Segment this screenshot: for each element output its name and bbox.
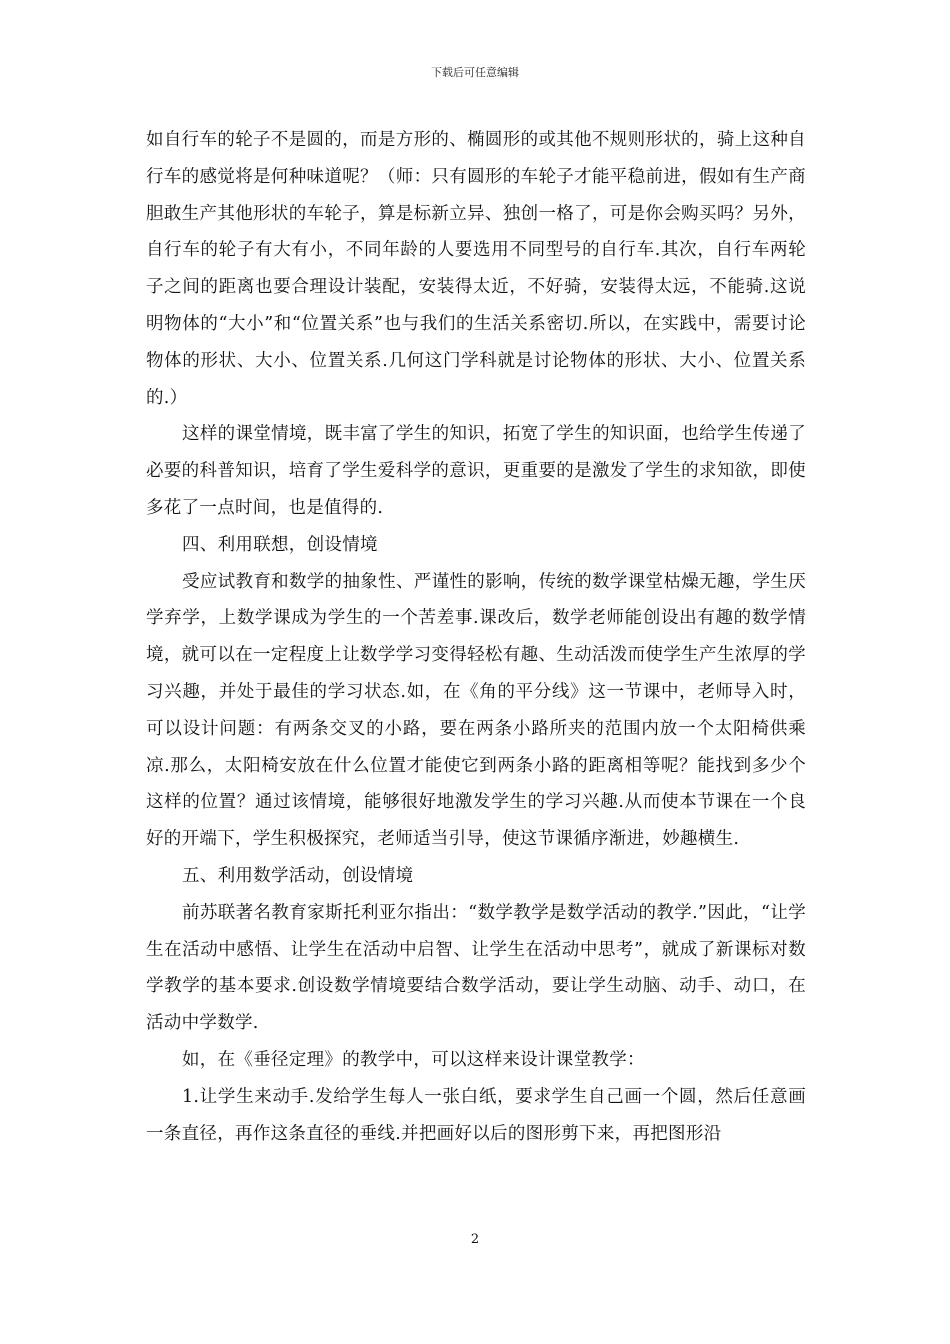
document-body [146, 122, 806, 1152]
paragraph-perpendicular-diameter-intro: 如，在《垂径定理》的教学中，可以这样来设计课堂教学： [182, 1049, 645, 1070]
section-heading-math-activity: 五、利用数学活动，创设情境 [182, 865, 414, 886]
paragraph-angle-bisector: 受应试教育和数学的抽象性、严谨性的影响，传统的数学课堂枯燥无趣，学生厌学弃学，上数学课成为学生的一个苦差事.课改后，数学老师能创设出有趣的数学情境，就可以在一定程度上让数学学习变得轻松有趣、生动活泼而使学生产生浓厚的学习兴趣，并处于最佳的学习状态.如，在《角的平分线》这一节课中，老师导入时，可以设计问题：有两条交叉的小路，要在两条小路所夹的范围内放一个太阳椅供乘凉.那么，太阳椅安放在什么位置才能使它到两条小路的距离相等呢？能找到多少个这样的位置？通过该情境，能够很好地激发学生的学习兴趣.从而使本节课在一个良好的开端下，学生积极探究，老师适当引导，使这节课循序渐进，妙趣横生. [146, 571, 806, 850]
paragraph-stolyar-quote: 前苏联著名教育家斯托利亚尔指出：“数学教学是数学活动的教学.”因此，“让学生在活动中感悟、让学生在活动中启智、让学生在活动中思考”，就成了新课标对数学教学的基本要求.创设数学情境要结合数学活动，要让学生动脑、动手、动口，在活动中学数学. [146, 902, 806, 1034]
paragraph-hands-on-step-1: 1.让学生来动手.发给学生每人一张白纸，要求学生自己画一个圆，然后任意画一条直径，再作这条直径的垂线.并把画好以后的图形剪下来，再把图形沿 [146, 1086, 806, 1144]
section-heading-association: 四、利用联想，创设情境 [182, 534, 378, 555]
paragraph-classroom-context: 这样的课堂情境，既丰富了学生的知识，拓宽了学生的知识面，也给学生传递了必要的科普知识，培育了学生爱科学的意识，更重要的是激发了学生的求知欲，即使多花了一点时间，也是值得的. [146, 424, 806, 518]
paragraph-bicycle-wheels: 如自行车的轮子不是圆的，而是方形的、椭圆形的或其他不规则形状的，骑上这种自行车的感觉将是何种味道呢？（师：只有圆形的车轮子才能平稳前进，假如有生产商胆敢生产其他形状的车轮子，算是标新立异、独创一格了，可是你会购买吗？另外，自行车的轮子有大有小，不同年龄的人要选用不同型号的自行车.其次，自行车两轮子之间的距离也要合理设计装配，安装得太近，不好骑，安装得太远，不能骑.这说明物体的“大小”和“位置关系”也与我们的生活关系密切.所以，在实践中，需要讨论物体的形状、大小、位置关系.几何这门学科就是讨论物体的形状、大小、位置关系的.） [146, 130, 806, 408]
page-header-note: 下载后可任意编辑 [431, 66, 519, 79]
page-number: 2 [470, 1232, 480, 1247]
